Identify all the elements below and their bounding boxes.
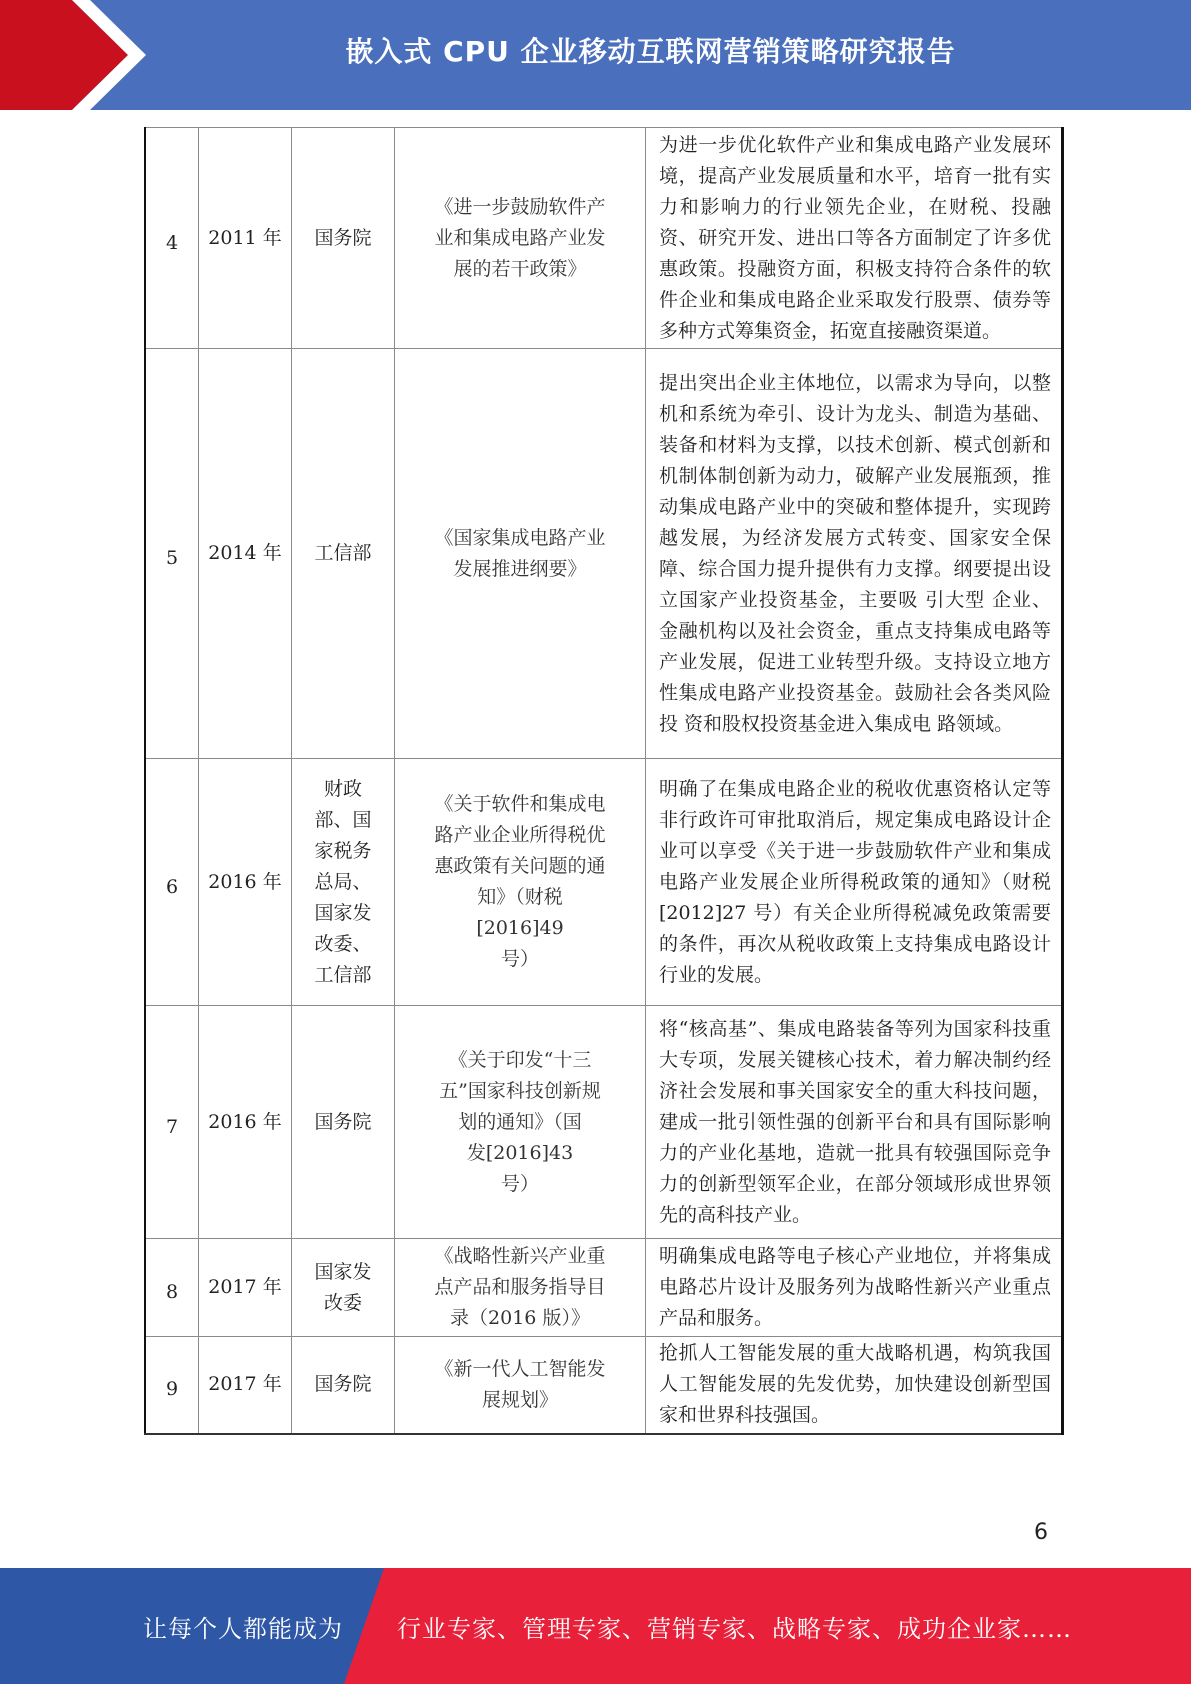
document-line: 路产业企业所得税优 [434,824,606,846]
department-line: 总局、 [314,870,372,893]
issuing-department [292,1006,395,1239]
policy-document [395,1337,646,1434]
department-line: 国务院 [314,1373,372,1396]
document-line: 发展推进纲要》 [453,557,587,580]
policy-year: 2016 年 [199,1006,292,1239]
department-line: 国家发 [314,901,372,924]
department-line: 财政 [323,777,362,800]
table-row [145,1239,1063,1337]
policy-description: 抢抓人工智能发展的重大战略机遇，构筑我国人工智能发展的先发优势，加快建设创新型国家和世界科技强国。 [646,1337,1063,1434]
row-number: 4 [145,128,199,349]
footer-slogan-right: 行业专家、管理专家、营销专家、战略专家、成功企业家…… [397,1614,1072,1643]
document-line: [2016]49 [476,917,564,939]
policy-description: 为进一步优化软件产业和集成电路产业发展环境，提高产业发展质量和水平，培育一批有实力和影响力的行业领先企业，在财税、投融资、研究开发、进出口等各方面制定了许多优惠政策。投融资方面，积极支持符合条件的软件企业和集成电路企业采取发行股票、债券等多种方式筹集资金，拓宽直接融资渠道。 [646,128,1063,349]
policy-description: 提出突出企业主体地位，以需求为导向，以整机和系统为牵引、设计为龙头、制造为基础、装备和材料为支撑，以技术创新、模式创新和机制体制创新为动力，破解产业发展瓶颈，推动集成电路产业中的突破和整体提升，实现跨越发展，为经济发展方式转变、国家安全保障、综合国力提升提供有力支撑。纲要提出设立国家产业投资基金，主要吸 引大型 企业、 金融机构以及社会资金，重点支持集成电路等产业发展，促进工业转型升级。支持设立地方性集成电路产业投资基金。鼓励社会各类风险投 资和股权投资基金进入集成电 路领域。 [646,349,1063,759]
row-number: 7 [145,1006,199,1239]
document-line: 《进一步鼓励软件产 [434,195,606,218]
policy-year: 2017 年 [199,1239,292,1337]
issuing-department [292,1337,395,1434]
policy-table [144,127,1064,1435]
department-line: 国务院 [314,1110,372,1133]
row-number: 9 [145,1337,199,1434]
policy-document [395,128,646,349]
row-number: 8 [145,1239,199,1337]
document-line: 五”国家科技创新规 [439,1079,601,1102]
issuing-department [292,128,395,349]
document-line: 《国家集成电路产业 [434,526,606,549]
table-row [145,349,1063,759]
document-line: 发[2016]43 [466,1141,574,1164]
department-line: 国家发 [314,1260,372,1283]
report-footer [0,1568,1191,1684]
document-line: 划的通知》（国 [458,1110,582,1133]
issuing-department [292,349,395,759]
department-line: 改委、 [314,932,372,955]
policy-year: 2016 年 [199,759,292,1006]
report-header [0,0,1191,110]
footer-slogan-left: 让每个人都能成为 [143,1614,343,1643]
page-number: 6 [1034,1520,1048,1545]
issuing-department [292,759,395,1006]
department-line: 改委 [323,1291,362,1314]
department-line: 部、国 [314,808,372,831]
document-line: 录（2016 版）》 [450,1307,590,1329]
department-line: 工信部 [314,542,372,564]
document-line: 知》（财税 [477,886,563,908]
department-line: 家税务 [314,839,372,862]
policy-year: 2017 年 [199,1337,292,1434]
table-row [145,1337,1063,1434]
row-number: 5 [145,349,199,759]
policy-document [395,349,646,759]
document-line: 惠政策有关问题的通 [434,855,606,877]
row-number: 6 [145,759,199,1006]
table-row [145,1006,1063,1239]
document-line: 《战略性新兴产业重 [434,1245,606,1267]
document-line: 展规划》 [481,1388,558,1411]
table-row [145,128,1063,349]
department-line: 国务院 [314,226,372,249]
document-line: 《新一代人工智能发 [434,1357,606,1380]
policy-description: 明确集成电路等电子核心产业地位，并将集成电路芯片设计及服务列为战略性新兴产业重点产品和服务。 [646,1239,1063,1337]
department-line: 工信部 [314,963,372,986]
policy-year: 2014 年 [199,349,292,759]
header-arrow-decoration [0,0,160,110]
policy-document [395,759,646,1006]
policy-description: 明确了在集成电路企业的税收优惠资格认定等非行政许可审批取消后，规定集成电路设计企业可以享受《关于进一步鼓励软件产业和集成电路产业发展企业所得税政策的通知》（财税[2012]27 号）有关企业所得税减免政策需要的条件，再次从税收政策上支持集成电路设计行业的发展。 [646,759,1063,1006]
document-line: 《关于印发“十三 [448,1048,592,1071]
document-line: 号） [500,1172,539,1195]
table-row [145,759,1063,1006]
document-line: 号） [500,948,539,970]
policy-document [395,1006,646,1239]
document-line: 展的若干政策》 [453,257,587,280]
policy-year: 2011 年 [199,128,292,349]
policy-document [395,1239,646,1337]
policy-description: 将“核高基”、集成电路装备等列为国家科技重大专项，发展关键核心技术，着力解决制约经济社会发展和事关国家安全的重大科技问题，建成一批引领性强的创新平台和具有国际影响力的产业化基地，造就一批具有较强国际竞争力的创新型领军企业，在部分领域形成世界领先的高科技产业。 [646,1006,1063,1239]
document-line: 业和集成电路产业发 [434,226,606,249]
issuing-department [292,1239,395,1337]
document-line: 点产品和服务指导目 [434,1276,606,1298]
report-title: 嵌入式 CPU 企业移动互联网营销策略研究报告 [345,35,956,68]
document-line: 《关于软件和集成电 [434,793,606,815]
